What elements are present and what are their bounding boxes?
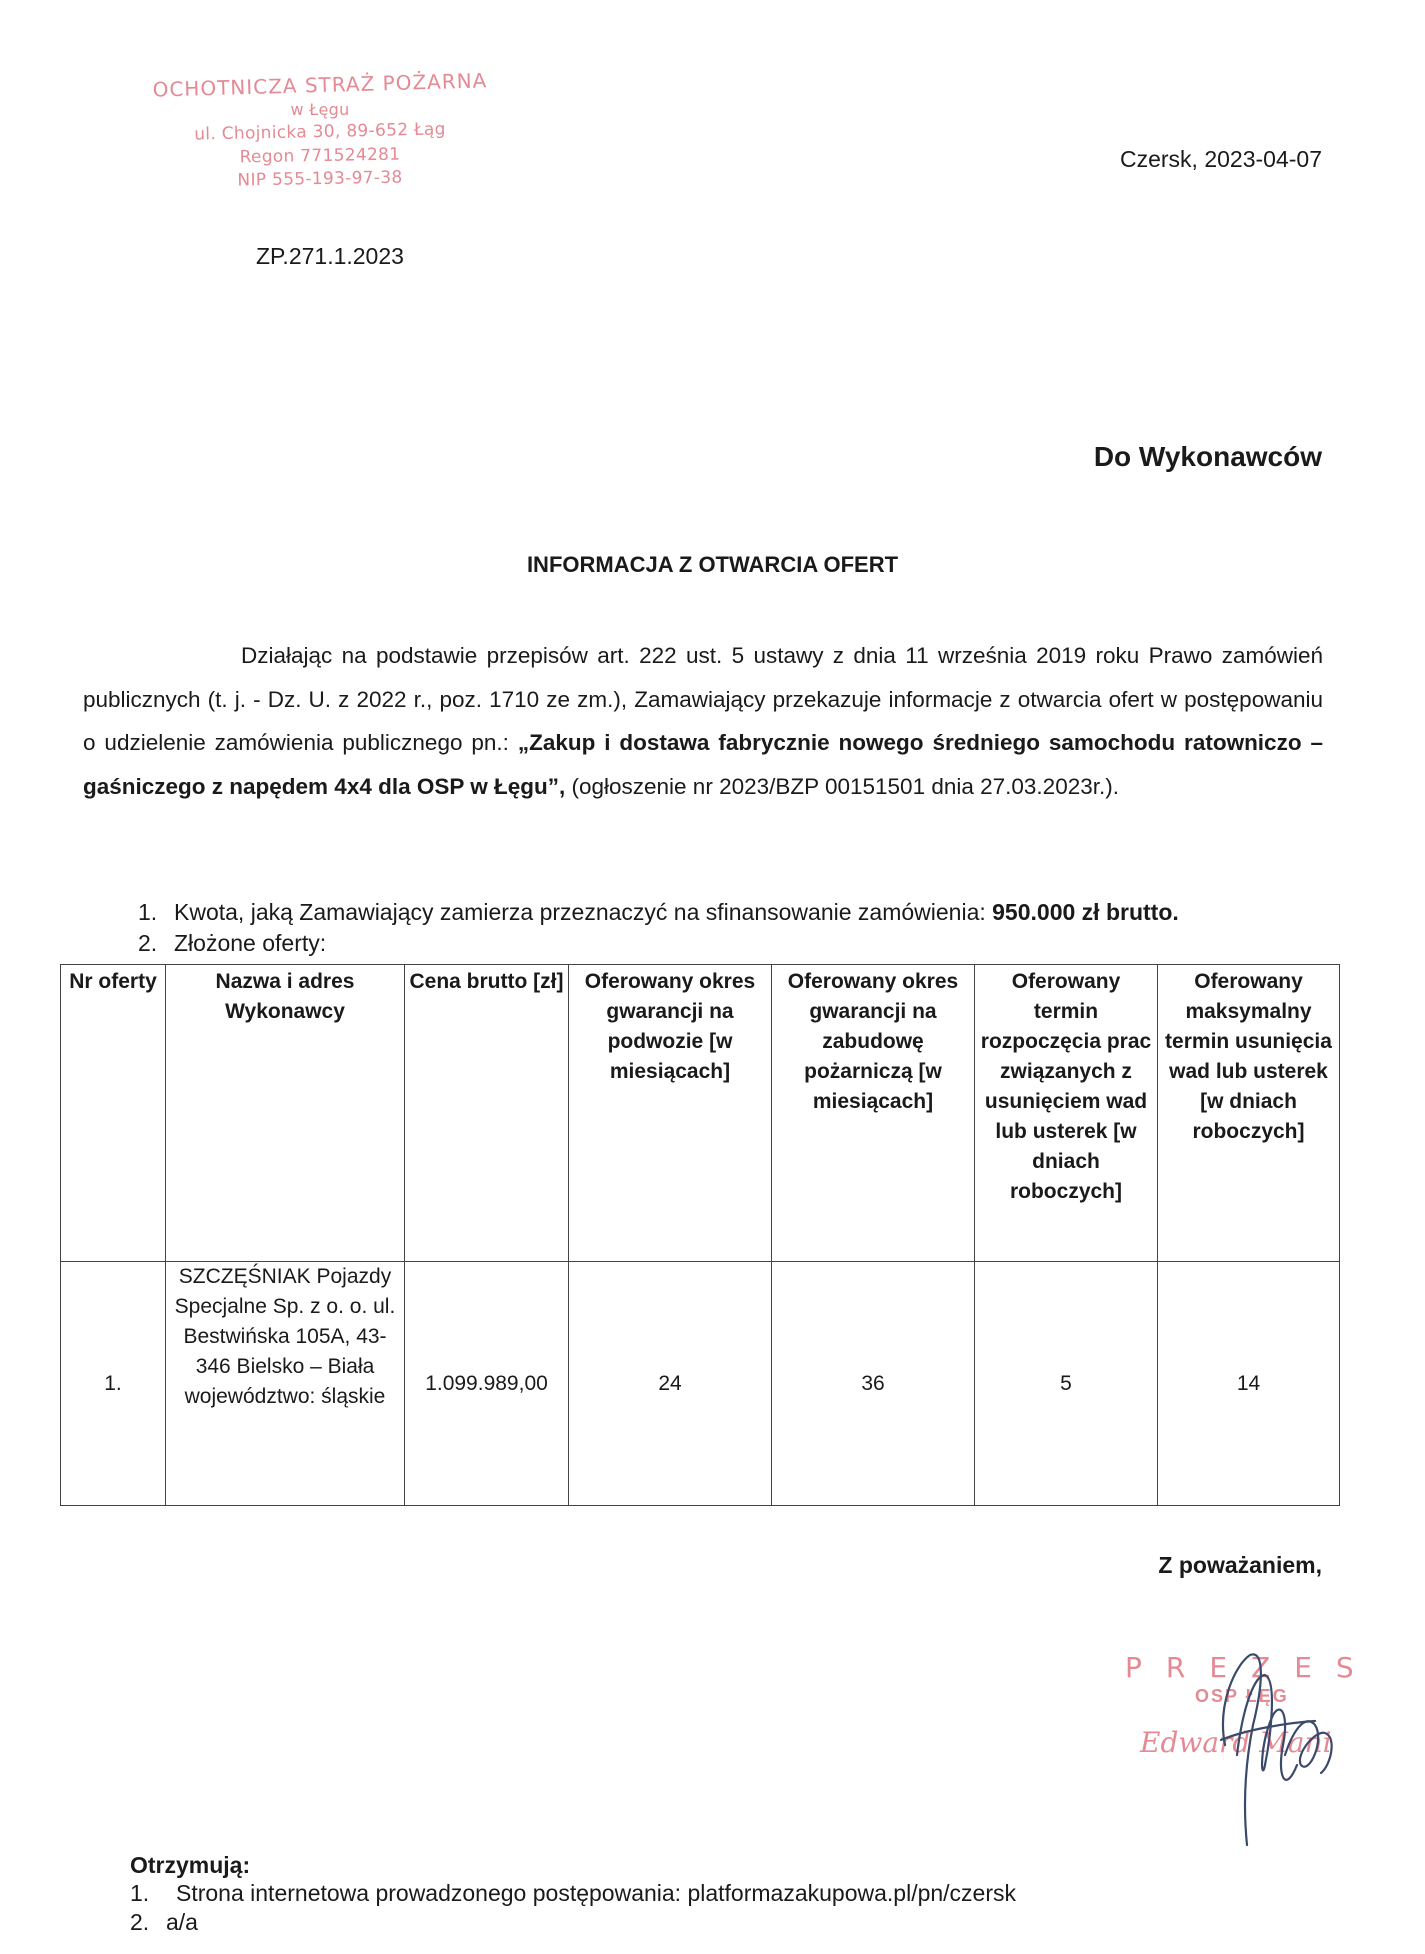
signature-stamp-name: Edward Mani <box>1140 1726 1332 1759</box>
signature-stamp-org: OSP ŁĘG <box>1195 1686 1289 1706</box>
recipient-number: 2. <box>130 1909 150 1935</box>
intro-text: Działając na podstawie przepisów art. 222 ust. 5 ustawy z dnia 11 września 2019 roku Prawo zamówień publicznych (t. j. - Dz. U. z 2022 r., poz. 1710 ze zm.), Zamawiający przekazuje informacje z otwarcia ofert w postępowaniu o udzielenie zamówienia publicznego pn.: <box>83 643 1323 755</box>
offers-label: Złożone oferty: <box>174 930 327 956</box>
place-and-date: Czersk, 2023-04-07 <box>1120 146 1322 172</box>
procurement-subject: „Zakup i dostawa fabrycznie nowego średniego samochodu ratowniczo – gaśniczego z napędem 4x4 dla OSP w Łęgu”, <box>83 730 1323 799</box>
stamp-line-address: ul. Chojnicka 30, 89-652 Łąg <box>194 119 446 145</box>
cell-contractor: SZCZĘŚNIAK Pojazdy Specjalne Sp. z o. o. ul. Bestwińska 105A, 43-346 Bielsko – Biała województwo: śląskie <box>166 1262 405 1506</box>
document-title: INFORMACJA Z OTWARCIA OFERT <box>526 552 899 577</box>
recipient-number: 1. <box>130 1880 150 1906</box>
handwritten-signature <box>1125 1645 1395 1855</box>
header-body-warranty: Oferowany okres gwarancji na zabudowę pożarniczą [w miesiącach] <box>772 965 975 1262</box>
addressee: Do Wykonawców <box>1093 441 1322 472</box>
header-repair-start-term: Oferowany termin rozpoczęcia prac związanych z usunięciem wad lub usterek [w dniach roboczych] <box>975 965 1158 1262</box>
stamp-line-place: w Łęgu <box>290 99 350 119</box>
recipients-heading: Otrzymują: <box>130 1852 251 1878</box>
budget-text: Kwota, jaką Zamawiający zamierza przeznaczyć na sfinansowanie zamówienia: <box>174 899 993 925</box>
list-number: 1. <box>138 899 158 925</box>
list-item <box>138 930 326 957</box>
offers-table <box>60 964 1340 1506</box>
header-contractor: Nazwa i adres Wykonawcy <box>166 965 405 1262</box>
notice-text: (ogłoszenie nr 2023/BZP 00151501 dnia 27.03.2023r.). <box>565 773 1119 799</box>
cell-chassis-warranty: 24 <box>569 1262 772 1506</box>
cell-offer-number: 1. <box>61 1262 166 1506</box>
signature-stamp-title: PREZES <box>1125 1651 1378 1684</box>
header-chassis-warranty: Oferowany okres gwarancji na podwozie [w miesiącach] <box>569 965 772 1262</box>
recipient-text: Strona internetowa prowadzonego postępowania: platformazakupowa.pl/pn/czersk <box>176 1880 1017 1906</box>
cell-gross-price: 1.099.989,00 <box>405 1262 569 1506</box>
stamp-line-nip: NIP 555-193-97-38 <box>237 167 403 191</box>
intro-paragraph <box>83 634 1323 808</box>
header-max-repair-term: Oferowany maksymalny termin usunięcia wad lub usterek [w dniach roboczych] <box>1158 965 1340 1262</box>
list-item <box>130 1880 1016 1907</box>
stamp-line-regon: Regon 771524281 <box>239 144 401 167</box>
organization-stamp <box>130 68 510 192</box>
budget-amount: 950.000 zł brutto. <box>992 899 1179 925</box>
cell-body-warranty: 36 <box>772 1262 975 1506</box>
closing-phrase: Z poważaniem, <box>1158 1552 1322 1578</box>
cell-repair-start-term: 5 <box>975 1262 1158 1506</box>
stamp-line-org: OCHOTNICZA STRAŻ POŻARNA <box>152 68 488 102</box>
reference-number: ZP.271.1.2023 <box>256 243 404 269</box>
table-header-row <box>61 965 1340 1262</box>
table-row <box>61 1262 1340 1506</box>
header-offer-number: Nr oferty <box>61 965 166 1262</box>
header-gross-price: Cena brutto [zł] <box>405 965 569 1262</box>
list-item <box>130 1909 198 1936</box>
recipient-text: a/a <box>166 1909 198 1935</box>
list-item <box>138 899 1179 926</box>
cell-max-repair-term: 14 <box>1158 1262 1340 1506</box>
list-number: 2. <box>138 930 158 956</box>
